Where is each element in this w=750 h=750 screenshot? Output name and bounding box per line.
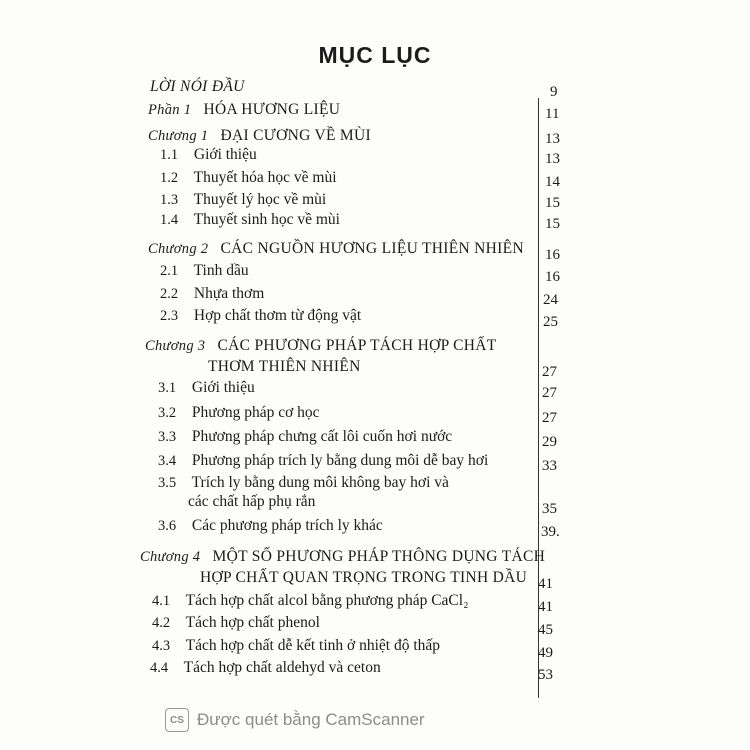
- toc-entry-section: [152, 592, 468, 610]
- toc-entry-title: Nhựa thơm: [193, 285, 265, 302]
- toc-entry-chapter-3-continued: [208, 358, 361, 376]
- toc-entry-section: [158, 379, 255, 397]
- toc-page-number: 39.: [541, 524, 560, 540]
- toc-entry-section: [160, 191, 326, 209]
- toc-section-number: 2.3: [160, 308, 179, 324]
- toc-entry-chapter-4: [140, 548, 545, 566]
- toc-section-number: 1.1: [160, 147, 179, 163]
- toc-entry-label: Chương 2: [148, 241, 209, 257]
- toc-entry-title: Tách hợp chất alcol bằng phương pháp CaCl₂: [185, 592, 469, 609]
- toc-page-number: 49: [538, 645, 553, 661]
- toc-page-number: 25: [543, 314, 558, 330]
- toc-section-number: 1.2: [160, 170, 179, 186]
- page-title: MỤC LỤC: [318, 42, 432, 68]
- toc-entry-title: Giới thiệu: [193, 146, 257, 163]
- toc-entry-preface: [150, 78, 245, 96]
- toc-entry-section: [160, 262, 249, 280]
- toc-entry-part-1: [148, 101, 340, 119]
- toc-section-number: 4.3: [152, 638, 171, 654]
- toc-page-number: 15: [545, 195, 560, 211]
- toc-entry-title: Các phương pháp trích ly khác: [191, 517, 383, 534]
- toc-entry-title: Phương pháp trích ly bằng dung môi dễ bay hơi: [191, 452, 489, 469]
- toc-entry-title: CÁC NGUỒN HƯƠNG LIỆU THIÊN NHIÊN: [220, 240, 524, 257]
- toc-section-number: 4.2: [152, 615, 171, 631]
- toc-entry-title: Thuyết lý học về mùi: [193, 191, 327, 208]
- toc-page-number: 24: [543, 292, 558, 308]
- camscanner-watermark: [165, 708, 425, 732]
- toc-entry-title: Tinh dầu: [193, 262, 249, 279]
- toc-page-number: 27: [542, 385, 557, 401]
- toc-page-number: 15: [545, 216, 560, 232]
- toc-page-number: 16: [545, 269, 560, 285]
- toc-entry-label: Chương 3: [145, 338, 206, 354]
- toc-entry-section: [152, 614, 320, 632]
- toc-section-number: 3.3: [158, 429, 177, 445]
- toc-entry-section: [160, 307, 361, 325]
- toc-section-number: 3.5: [158, 475, 177, 491]
- toc-entry-title: Thuyết hóa học về mùi: [193, 169, 337, 186]
- toc-entry-title: MỘT SỐ PHƯƠNG PHÁP THÔNG DỤNG TÁCH: [212, 548, 546, 565]
- toc-page-number: 9: [550, 84, 558, 100]
- toc-section-number: 4.4: [150, 660, 169, 676]
- toc-section-number: 2.1: [160, 263, 179, 279]
- toc-entry-section: [152, 637, 440, 655]
- toc-entry-section: [150, 659, 381, 677]
- toc-page-number: 29: [542, 434, 557, 450]
- toc-page-number: 11: [545, 106, 560, 122]
- toc-section-number: 3.4: [158, 453, 177, 469]
- toc-page-number: 41: [538, 599, 553, 615]
- toc-entry-title: Hợp chất thơm từ động vật: [193, 307, 362, 324]
- toc-entry-section: [160, 211, 340, 229]
- toc-entry-title-line2: các chất hấp phụ rắn: [188, 493, 316, 510]
- toc-entry-chapter-1: [148, 127, 371, 145]
- toc-entry-title: Trích ly bằng dung môi không bay hơi và: [191, 474, 449, 491]
- toc-entry-title: Thuyết sinh học về mùi: [193, 211, 340, 228]
- toc-entry-title: Giới thiệu: [191, 379, 255, 396]
- toc-entry-label: Phần 1: [148, 102, 192, 118]
- toc-entry-title: Tách hợp chất dễ kết tinh ở nhiệt độ thấp: [185, 637, 441, 654]
- toc-page-number: 13: [545, 151, 560, 167]
- toc-page-number: 27: [542, 410, 557, 426]
- toc-entry-chapter-2: [148, 240, 524, 258]
- toc-page-number: 45: [538, 622, 553, 638]
- toc-page-number: 13: [545, 131, 560, 147]
- toc-entry-title: CÁC PHƯƠNG PHÁP TÁCH HỢP CHẤT: [217, 337, 497, 354]
- toc-page-number: 53: [538, 667, 553, 683]
- toc-entry-section: [160, 146, 257, 164]
- toc-entry-section: [160, 169, 337, 187]
- toc-section-number: 2.2: [160, 286, 179, 302]
- toc-page-number: 33: [542, 458, 557, 474]
- toc-entry-title: LỜI NÓI ĐẦU: [150, 78, 245, 95]
- toc-page-number: 35: [542, 501, 557, 517]
- toc-section-number: 1.3: [160, 192, 179, 208]
- toc-page-number: 16: [545, 247, 560, 263]
- toc-entry-title-line2: THƠM THIÊN NHIÊN: [208, 358, 361, 375]
- toc-entry-label: Chương 4: [140, 549, 201, 565]
- toc-section-number: 3.2: [158, 405, 177, 421]
- toc-page-number: 27: [542, 364, 557, 380]
- toc-entry-title: Phương pháp chưng cất lôi cuốn hơi nước: [191, 428, 453, 445]
- toc-entry-label: Chương 1: [148, 128, 209, 144]
- toc-entry-title: Tách hợp chất phenol: [185, 614, 320, 631]
- camscanner-logo-icon: CS: [165, 708, 189, 732]
- toc-entry-title: Tách hợp chất aldehyd và ceton: [183, 659, 381, 676]
- toc-entry-title-line2: HỢP CHẤT QUAN TRỌNG TRONG TINH DẦU: [200, 569, 528, 586]
- toc-section-number: 3.1: [158, 380, 177, 396]
- toc-entry-title: ĐẠI CƯƠNG VỀ MÙI: [220, 127, 371, 144]
- toc-page-number: 14: [545, 174, 560, 190]
- toc-section-number: 3.6: [158, 518, 177, 534]
- watermark-text: Được quét bằng CamScanner: [197, 710, 425, 729]
- toc-entry-chapter-3: [145, 337, 497, 355]
- toc-entry-section: [158, 474, 449, 492]
- toc-entry-section: [158, 452, 488, 470]
- toc-section-number: 1.4: [160, 212, 179, 228]
- toc-entry-section: [158, 428, 452, 446]
- toc-section-number: 4.1: [152, 593, 171, 609]
- toc-entry-title: Phương pháp cơ học: [191, 404, 320, 421]
- toc-entry-title: HÓA HƯƠNG LIỆU: [203, 101, 341, 118]
- toc-page-number: 41: [538, 576, 553, 592]
- toc-entry-section: [160, 285, 264, 303]
- toc-entry-section: [158, 517, 383, 535]
- toc-entry-chapter-4-continued: [200, 569, 527, 587]
- toc-entry-section-continued: [188, 493, 315, 511]
- toc-entry-section: [158, 404, 320, 422]
